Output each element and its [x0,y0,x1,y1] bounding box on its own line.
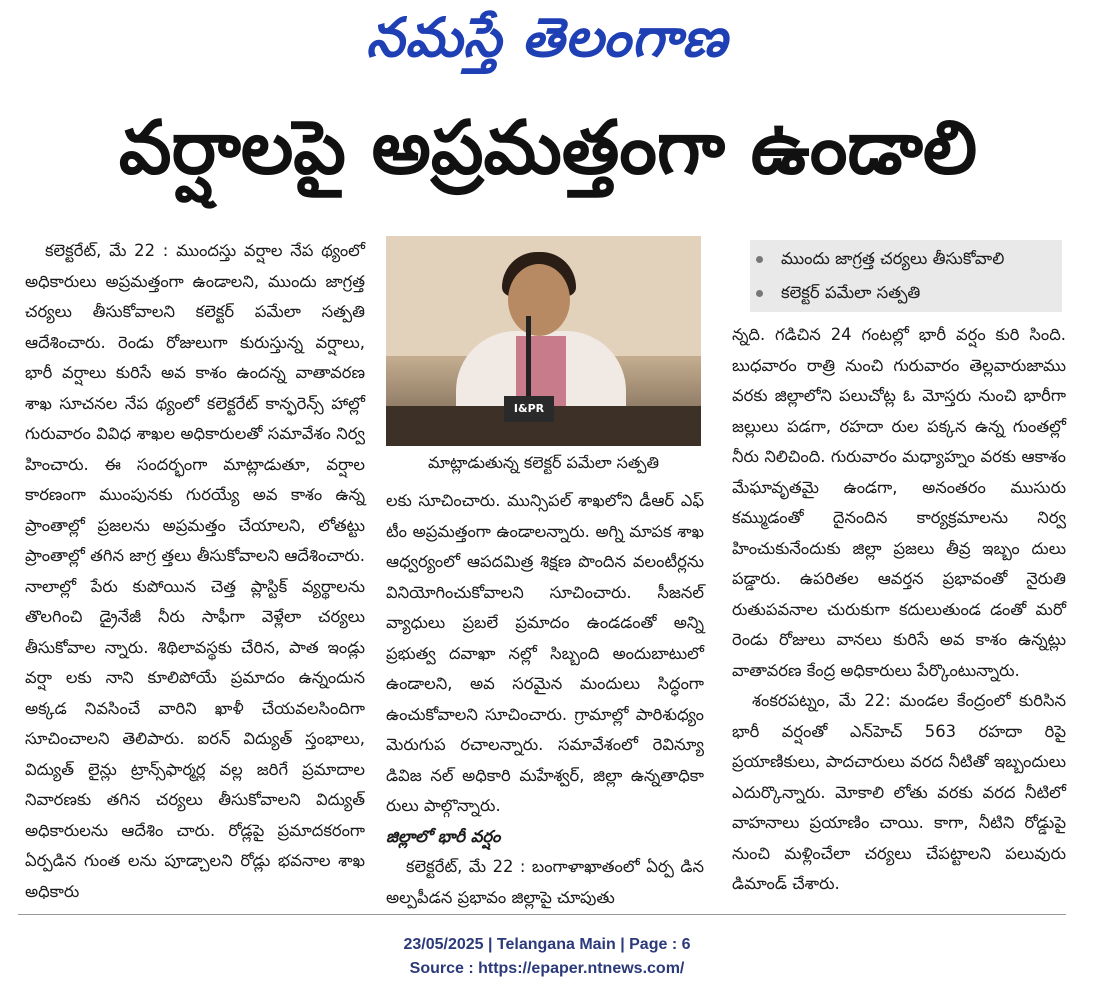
article-column-3 [732,320,1066,900]
photo-caption: మాట్లాడుతున్న కలెక్టర్ పమేలా సత్పతి [427,453,660,472]
highlights-box [750,240,1062,312]
section-subhead: జిల్లాలో భారీ వర్షం [386,826,501,846]
article-paragraph: లకు సూచించారు. మున్సిపల్ శాఖలోని డీఆర్ ఎఫ్ టీం అప్రమత్తంగా ఉండాలన్నారు. అగ్ని మాపక శాఖ ఆధ్వర్యంలో ఆపదమిత్ర శిక్షణ పొందిన వలంటీర్లను వినియోగించుకోవాలని సూచించారు. సీజనల్ వ్యాధులు ప్రబలే ప్రమాదం ఉండడంతో అన్ని ప్రభుత్వ దవాఖా నల్లో సిబ్బంది అందుబాటులో ఉండాలని, అవ సరమైన మందులు సిద్ధంగా ఉంచుకోవాలని సూచించారు. గ్రామాల్లో పారిశుధ్యం మెరుగుప రచాలన్నారు. సమావేశంలో రెవిన్యూ డివిజ నల్ అధికారి మహేశ్వర్, జిల్లా ఉన్నతాధికా రులు పాల్గొన్నారు. [386,491,704,815]
collector-photo [386,236,701,446]
highlight-item: కలెక్టర్ పమేలా సత్పతి [756,278,920,308]
article-paragraph: శంకరపట్నం, మే 22: మండల కేంద్రంలో కురిసిన భారీ వర్షంతో ఎన్‌హెచ్ 563 రహదా రిపై ప్రయాణికులు, పాదచారులు వరద నీటితో ఇబ్బందులు ఎదుర్కొన్నారు. మోకాలి లోతు వరకు వరద నీటిలో వాహనాలు ప్రయాణిం చాయి. కాగా, నీటిని రోడ్డుపై నుంచి మళ్లించేలా చర్యలు చేపట్టాలని పలువురు డిమాండ్ చేశారు. [732,691,1066,893]
bullet-icon [756,290,763,297]
bullet-icon [756,256,763,263]
ipr-name-tag: I&PR [504,396,554,422]
article-column-2 [386,486,704,913]
footer-source-link[interactable]: Source : https://epaper.ntnews.com/ [409,960,685,977]
highlight-item: ముందు జాగ్రత్త చర్యలు తీసుకోవాలి [756,244,1004,274]
article-paragraph: న్నది. గడిచిన 24 గంటల్లో భారీ వర్షం కురి సింది. బుధవారం రాత్రి నుంచి గురువారం తెల్లవారుజాము వరకు జిల్లాలోని పలుచోట్ల ఓ మోస్తరు నుంచి భారీగా జల్లులు పడగా, రహదా రుల పక్కన ఉన్న గుంతల్లో నీరు నిలిచింది. గురువారం మధ్యాహ్నం వరకు ఆకాశం మేఘావృతమై ఉండగా, అనంతరం ముసురు కమ్ముడంతో దైనందిన కార్యక్రమాలను నిర్వ హించుకునేందుకు జిల్లా ప్రజలు తీవ్ర ఇబ్బం దులు పడ్డారు. ఉపరితల ఆవర్తన ప్రభావంతో నైరుతి రుతుపవనాల చురుకుగా కదులుతుండ డంతో మరో రెండు రోజులు వానలు కురిసే అవ కాశం ఉన్నట్లు వాతావరణ కేంద్ర అధికారులు పేర్కొంటున్నారు. [732,325,1066,680]
footer-date-page: 23/05/2025 | Telangana Main | Page : 6 [403,936,691,953]
footer-divider [18,914,1066,915]
masthead-logo: నమస్తే తెలంగాణ [366,6,728,69]
article-paragraph: కలెక్టరేట్, మే 22 : బంగాళాఖాతంలో ఏర్ప డిన అల్పపీడన ప్రభావం జిల్లాపై చూపుతు [386,857,704,907]
article-paragraph: కలెక్టరేట్, మే 22 : ముందస్తు వర్షాల నేప థ్యంలో అధికారులు అప్రమత్తంగా ఉండాలని, ముందు జాగ్రత్త చర్యలు తీసుకోవాలని కలెక్టర్ పమేలా సత్పతి ఆదేశించారు. రెండు రోజులుగా కురుస్తున్న వర్షాలు, భారీ వర్షాలు కురిసే అవ కాశం ఉందన్న వాతావరణ శాఖ సూచనల నేప థ్యంలో కలెక్టరేట్ కాన్ఫరెన్స్ హాల్లో గురువారం వివిధ శాఖల అధికారులతో సమావేశం నిర్వ హించారు. ఈ సందర్భంగా మాట్లాడుతూ, వర్షాల కారణంగా ముంపునకు గురయ్యే అవ కాశం ఉన్న ప్రాంతాల్లో ప్రజలను అప్రమత్తం చేయాలని, లోతట్టు ప్రాంతాల్లో తగిన జాగ్ర త్తలు తీసుకోవాలని ఆదేశించారు. నాలాల్లో పేరు కుపోయిన చెత్త ప్లాస్టిక్ వ్యర్థాలను తొలగించి డ్రైనేజీ నీరు సాఫీగా వెళ్లేలా చర్యలు తీసుకోవాల న్నారు. శిథిలావస్థకు చేరిన, పాత ఇండ్లు వర్షా లకు నాని కూలిపోయే ప్రమాదం ఉన్నందున అక్కడ నివసించే వారిని ఖాళీ చేయవలసిందిగా సూచించాలని తెలిపారు. ఐరన్ విద్యుత్ స్తంభాలు, విద్యుత్ లైన్లు ట్రాన్స్‌ఫార్మర్ల వల్ల జరిగే ప్రమాదాల నివారణకు తగిన చర్యలు తీసుకోవాలని విద్యుత్ అధికారులను ఆదేశిం చారు. రోడ్లపై ప్రమాదకరంగా ఏర్పడిన గుంత లను పూడ్చాలని రోడ్లు భవనాల శాఖ అధికారు [25,241,365,901]
headline: వర్షాలపై అప్రమత్తంగా ఉండాలి [118,105,978,191]
article-column-1 [25,236,365,907]
